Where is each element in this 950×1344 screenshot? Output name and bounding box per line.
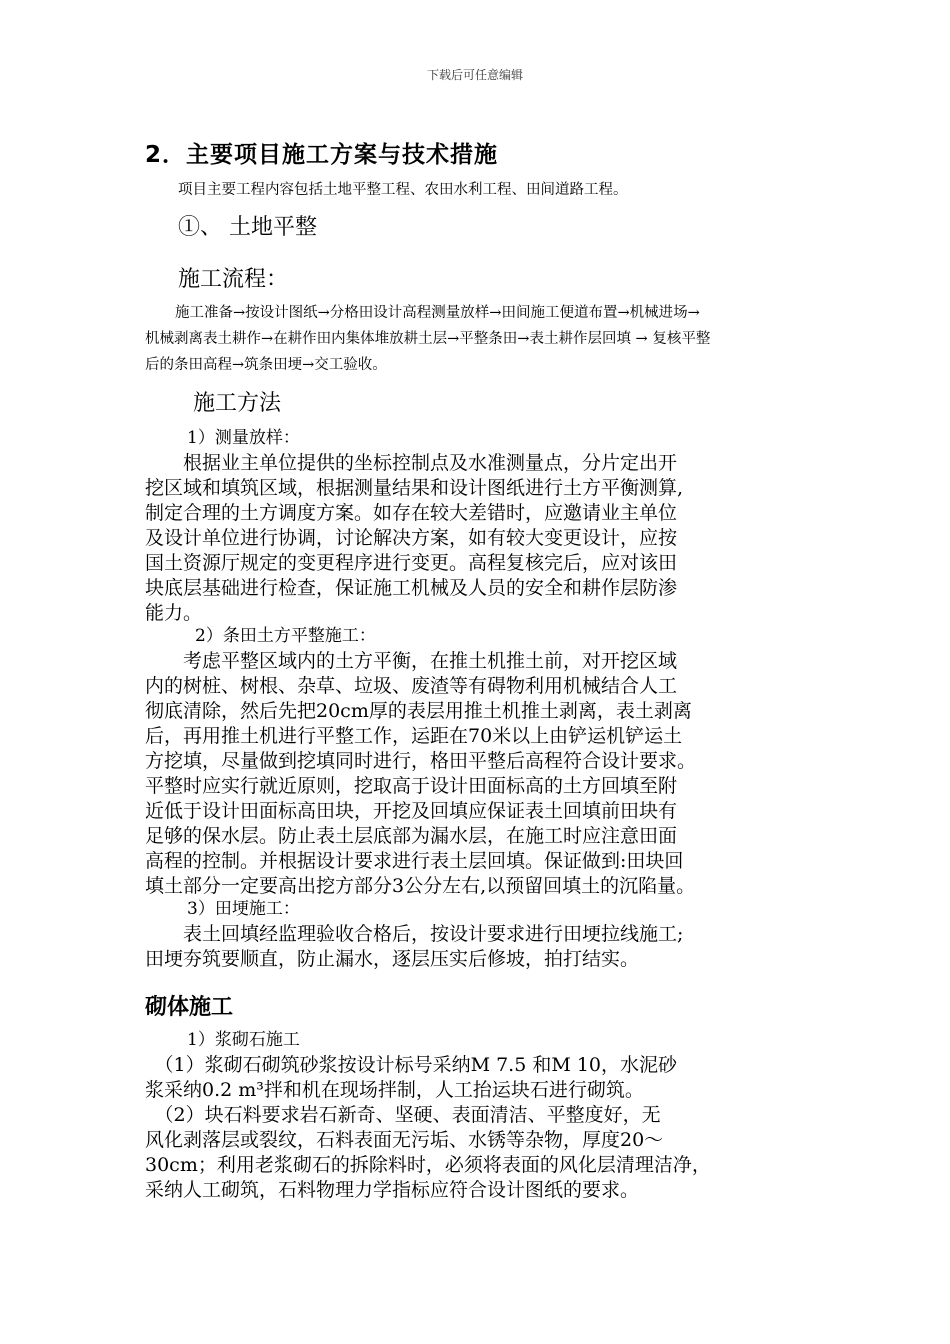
masonry-heading: 砌体施工	[145, 995, 234, 1020]
text-line: 足够的保水层。防止表土层底部为漏水层，在施工时应注意田面	[145, 825, 678, 847]
text-line: （2）块石料要求岩石新奇、坚硬、表面清洁、平整度好，无	[145, 1104, 661, 1126]
process-flow-paragraph	[145, 300, 810, 378]
text-line: 国土资源厅规定的变更程序进行变更。高程复核完后，应对该田	[145, 552, 678, 574]
text-line: 浆采纳0.2 m³拌和机在现场拌制，人工抬运块石进行砌筑。	[145, 1079, 644, 1101]
text-line: 后，再用推土机进行平整工作，运距在70米以上由铲运机铲运土	[145, 725, 683, 747]
subheading-method: 施工方法	[193, 391, 282, 416]
text-line: 方挖填，尽量做到挖填同时进行，格田平整后高程符合设计要求。	[145, 750, 697, 772]
text-line: 挖区域和填筑区域，根据测量结果和设计图纸进行土方平衡测算,	[145, 477, 684, 499]
item-title: 1）测量放样：	[187, 428, 300, 448]
masonry-body	[145, 1028, 810, 1203]
text-line: 表土回填经监理验收合格后，按设计要求进行田埂拉线施工;	[145, 923, 684, 945]
flow-line: 机械剥离表土耕作→在耕作田内集体堆放耕土层→平整条田→表土耕作层回填 → 复核平整	[145, 331, 711, 347]
text-line: 内的树桩、树根、杂草、垃圾、废渣等有碍物利用机械结合人工	[145, 675, 678, 697]
flow-line: 后的条田高程→筑条田埂→交工验收。	[145, 357, 387, 373]
text-line: 块底层基础进行检查，保证施工机械及人员的安全和耕作层防渗	[145, 577, 678, 599]
text-line: （1）浆砌石砌筑砂浆按设计标号采纳M 7.5 和M 10，水泥砂	[145, 1054, 678, 1076]
subheading-land-leveling: ①、 土地平整	[178, 215, 317, 240]
method-item-2	[145, 624, 810, 899]
item-title: 3）田埂施工：	[187, 899, 300, 919]
section-heading: 2．主要项目施工方案与技术措施	[145, 142, 499, 168]
text-line: 30cm；利用老浆砌石的拆除料时，必须将表面的风化层清理洁净，	[145, 1154, 711, 1176]
text-line: 能力。	[145, 602, 203, 624]
text-line: 近低于设计田面标高田块，开挖及回填应保证表土回填前田块有	[145, 800, 678, 822]
method-item-3	[145, 897, 810, 972]
header-note: 下载后可任意编辑	[426, 68, 523, 82]
text-line: 田埂夯筑要顺直，防止漏水，逐层压实后修坡，拍打结实。	[145, 948, 640, 970]
text-line: 制定合理的土方调度方案。如存在较大差错时，应邀请业主单位	[145, 502, 678, 524]
item-title: 1）浆砌石施工	[187, 1030, 300, 1050]
text-line: 填土部分一定要高出挖方部分3公分左右,以预留回填土的沉陷量。	[145, 875, 696, 897]
text-line: 彻底清除，然后先把20cm厚的表层用推土机推土剥离，表土剥离	[145, 700, 692, 722]
method-item-1	[145, 426, 810, 626]
text-line: 风化剥落层或裂纹，石料表面无污垢、水锈等杂物，厚度20～	[145, 1129, 664, 1151]
text-line: 高程的控制。并根据设计要求进行表土层回填。保证做到:田块回	[145, 850, 684, 872]
text-line: 采纳人工砌筑，石料物理力学指标应符合设计图纸的要求。	[145, 1179, 640, 1201]
text-line: 考虑平整区域内的土方平衡，在推土机推土前，对开挖区域	[145, 650, 678, 672]
subheading-process: 施工流程：	[178, 267, 289, 292]
item-title: 2）条田土方平整施工：	[195, 626, 376, 646]
text-line: 及设计单位进行协调，讨论解决方案，如有较大变更设计，应按	[145, 527, 678, 549]
flow-line: 施工准备→按设计图纸→分格田设计高程测量放样→田间施工便道布置→机械进场→	[175, 305, 700, 321]
section-intro: 项目主要工程内容包括土地平整工程、农田水利工程、田间道路工程。	[178, 182, 628, 198]
text-line: 根据业主单位提供的坐标控制点及水准测量点，分片定出开	[145, 452, 678, 474]
text-line: 平整时应实行就近原则，挖取高于设计田面标高的土方回填至附	[145, 775, 678, 797]
